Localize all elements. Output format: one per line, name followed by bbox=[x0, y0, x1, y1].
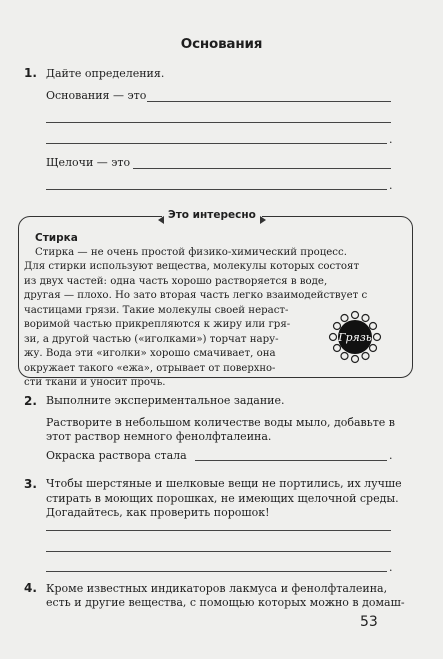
box-text-line: Для стирки используют вещества, молекулы которых состоят bbox=[24, 261, 360, 272]
answer-end-dot: . bbox=[389, 561, 393, 574]
question-2-text: Выполните экспериментальное задание. bbox=[46, 394, 285, 407]
question-4-text: есть и другие вещества, с помощью которых можно в домаш- bbox=[46, 596, 405, 609]
question-2-text: этот раствор немного фенолфталеина. bbox=[46, 430, 272, 443]
answer-line-bases-2[interactable] bbox=[46, 122, 391, 123]
question-4-number: 4. bbox=[24, 581, 37, 595]
question-3-text: Чтобы шерстяные и шелковые вещи не портились, их лучше bbox=[46, 477, 402, 490]
question-1-number: 1. bbox=[24, 66, 37, 80]
box-text-line: из двух частей: одна часть хорошо растворяется в воде, bbox=[24, 276, 328, 287]
box-header: Это интересно bbox=[162, 209, 262, 221]
answer-line-q3-1[interactable] bbox=[46, 530, 391, 531]
answer-line-bases-3[interactable] bbox=[46, 143, 387, 144]
question-1-prompt: Дайте определения. bbox=[46, 67, 165, 80]
answer-line-alkali-2[interactable] bbox=[46, 189, 387, 190]
answer-line-q3-3[interactable] bbox=[46, 571, 387, 572]
box-text-line: воримой частью прикрепляются к жиру или гря- bbox=[24, 319, 291, 330]
answer-line-alkali-1[interactable] bbox=[133, 168, 391, 169]
box-text-line: Стирка — не очень простой физико-химический процесс. bbox=[35, 247, 347, 258]
question-3-text: стирать в моющих порошках, не имеющих щелочной среды. bbox=[46, 492, 399, 505]
question-4-text: Кроме известных индикаторов лакмуса и фенолфталеина, bbox=[46, 582, 388, 595]
question-3-text: Догадайтесь, как проверить порошок! bbox=[46, 506, 270, 519]
dirt-particle-image bbox=[327, 309, 383, 365]
answer-end-dot: . bbox=[389, 449, 393, 462]
box-text-line: окружает такого «ежа», отрывает от поверхно- bbox=[24, 363, 276, 374]
answer-line-bases-1[interactable] bbox=[147, 101, 391, 102]
answer-end-dot: . bbox=[389, 179, 393, 192]
definition-bases-label: Основания — это bbox=[46, 89, 147, 102]
dirt-label: Грязь bbox=[338, 331, 372, 344]
box-subheading: Стирка bbox=[35, 232, 78, 244]
box-text-line: жу. Вода эти «иголки» хорошо смачивает, она bbox=[24, 348, 276, 359]
definition-alkali-label: Щелочи — это bbox=[46, 156, 131, 169]
answer-line-color[interactable] bbox=[195, 460, 387, 461]
box-text-line: сти ткани и уносит прочь. bbox=[24, 377, 166, 388]
question-2-number: 2. bbox=[24, 394, 37, 408]
box-text-line: другая — плохо. Но зато вторая часть легко взаимодействует с bbox=[24, 290, 368, 301]
question-2-text: Растворите в небольшом количестве воды мыло, добавьте в bbox=[46, 416, 395, 429]
box-text-line: частицами грязи. Такие молекулы своей нераст- bbox=[24, 305, 289, 316]
page-title: Основания bbox=[180, 36, 263, 52]
color-prompt-label: Окраска раствора стала bbox=[46, 449, 187, 462]
page-number: 53 bbox=[360, 614, 378, 630]
answer-end-dot: . bbox=[389, 133, 393, 146]
box-text-line: зи, а другой частью («иголками») торчат нару- bbox=[24, 334, 279, 345]
question-3-number: 3. bbox=[24, 477, 37, 491]
answer-line-q3-2[interactable] bbox=[46, 551, 391, 552]
